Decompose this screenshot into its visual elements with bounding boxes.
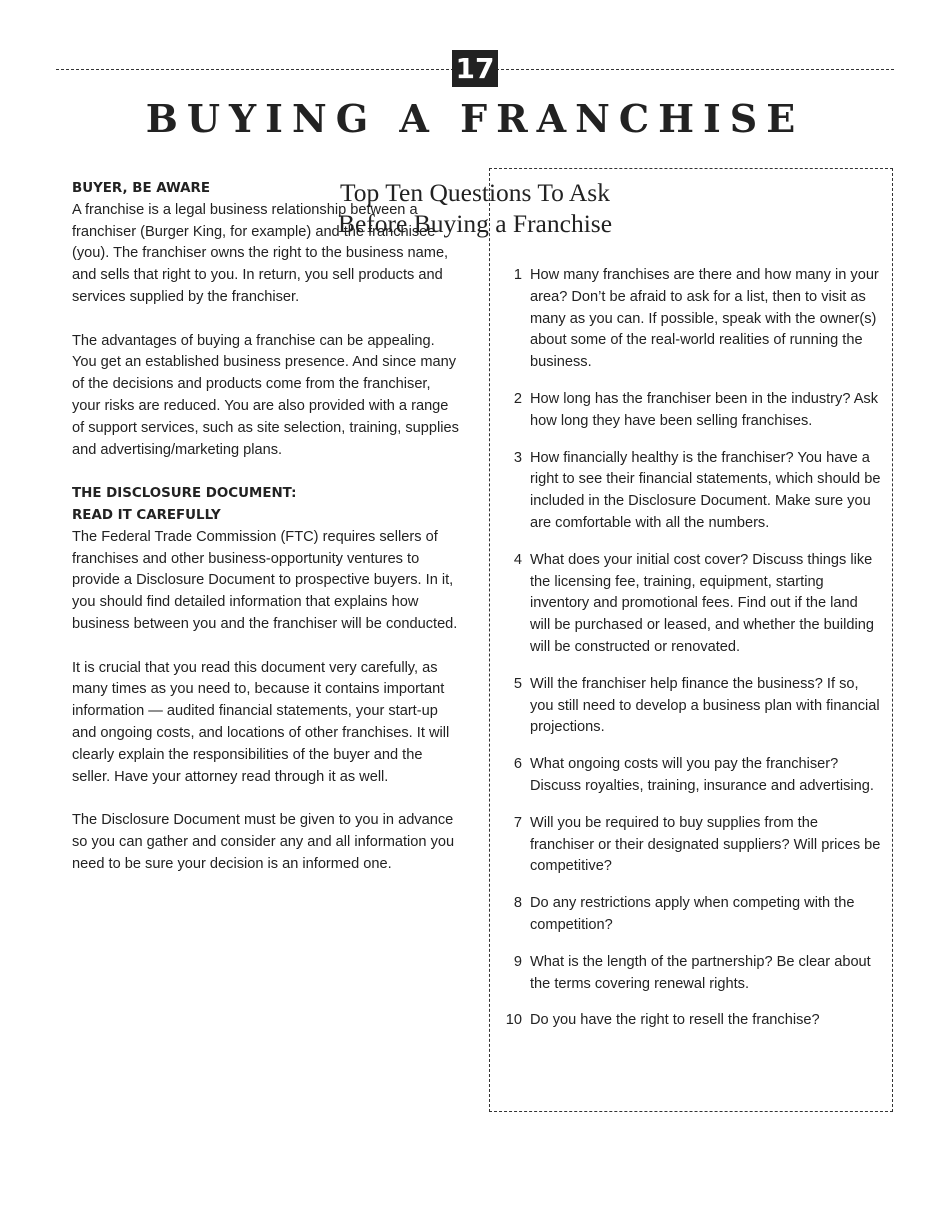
paragraph: It is crucial that you read this document very carefully, as many times as you need to, because it contains important information — audited financial statements, your start-up and ongoing costs, and locations of other franchises. It will clearly explain the responsibilities of the buyer and the seller. Have your attorney read through it as well. <box>72 659 450 785</box>
question-number: 1 <box>513 267 522 283</box>
question-number: 4 <box>513 551 522 568</box>
question-number: 9 <box>513 953 522 970</box>
question-item <box>496 813 881 878</box>
paragraph: The Disclosure Document must be given to you in advance so you can gather and consider any and all information you need to be sure your decision is an informed one. <box>72 812 455 872</box>
question-text: What is the length of the partnership? Be clear about the terms covering renewal rights. <box>530 953 871 992</box>
paragraph: The advantages of buying a franchise can be appealing. You get an established business presence. And since many of the decisions and products come from the franchiser, your risks are reduced. You are also provided with a range of support services, such as site selection, training, supplies and advertising/marketing plans. <box>72 332 459 458</box>
question-number: 6 <box>513 756 522 773</box>
question-number: 10 <box>505 1012 522 1029</box>
title-line: Before Buying a Franchise <box>337 209 613 238</box>
question-item <box>496 448 881 535</box>
question-number: 3 <box>513 449 522 466</box>
question-item <box>496 754 881 798</box>
title-line: Top Ten Questions To Ask <box>340 178 610 207</box>
heading-line: READ IT CAREFULLY <box>72 507 221 523</box>
question-number: 7 <box>513 814 522 831</box>
heading-line: THE DISCLOSURE DOCUMENT: <box>72 486 297 502</box>
question-item <box>496 674 881 739</box>
questions-box-title <box>0 177 950 239</box>
question-number: 2 <box>513 390 522 407</box>
question-text: What does your initial cost cover? Discuss things like the licensing fee, training, equipment, starting inventory and promotional fees. Find out if the land will be purchased or leased, and whether the building will be constructed or renovated. <box>530 551 874 655</box>
paragraph: A franchise is a legal business relationship between a franchiser (Burger King, for example) and the franchisee (you). The franchiser owns the right to the business name, and sells that right to you. In return, you sell products and services supplied by the franchiser. <box>72 201 449 305</box>
question-text: Will the franchiser help finance the business? If so, you still need to develop a business plan with financial projections. <box>530 675 880 736</box>
question-text: Will you be required to buy supplies from the franchiser or their designated suppliers? Will prices be competitive? <box>530 814 881 875</box>
left-column <box>72 178 462 897</box>
question-text: How financially healthy is the franchiser? You have a right to see their financial statements, which should be included in the Disclosure Document. Make sure you are comfortable with all the numbers. <box>530 449 881 531</box>
question-number: 5 <box>513 675 522 692</box>
question-text: How many franchises are there and how many in your area? Don’t be afraid to ask for a list, then to visit as many as you can. If possible, speak with the owner(s) about some of the real-world realities of running the business. <box>530 267 879 371</box>
question-text: Do any restrictions apply when competing with the competition? <box>530 895 855 933</box>
question-text: What ongoing costs will you pay the franchiser? Discuss royalties, training, insurance and advertising. <box>530 756 874 794</box>
question-item <box>496 389 881 433</box>
section-heading-buyer-be-aware: BUYER, BE AWARE <box>72 181 210 196</box>
question-item <box>496 1010 881 1032</box>
page-number: 17 <box>452 50 498 87</box>
question-text: How long has the franchiser been in the industry? Ask how long they have been selling franchises. <box>530 390 879 429</box>
question-item <box>496 265 881 374</box>
paragraph: The Federal Trade Commission (FTC) requires sellers of franchises and other business-opportunity ventures to provide a Disclosure Document to prospective buyers. In it, you should find detailed information that explains how business between you and the franchiser will be conducted. <box>72 528 458 632</box>
question-item <box>496 550 881 659</box>
question-item <box>496 893 881 937</box>
question-text: Do you have the right to resell the franchise? <box>530 1012 820 1029</box>
question-number: 8 <box>513 895 522 912</box>
question-item <box>496 952 881 996</box>
section-heading-disclosure-document <box>72 483 462 527</box>
page-title: BUYING A FRANCHISE <box>145 96 805 141</box>
questions-list <box>496 265 881 1047</box>
